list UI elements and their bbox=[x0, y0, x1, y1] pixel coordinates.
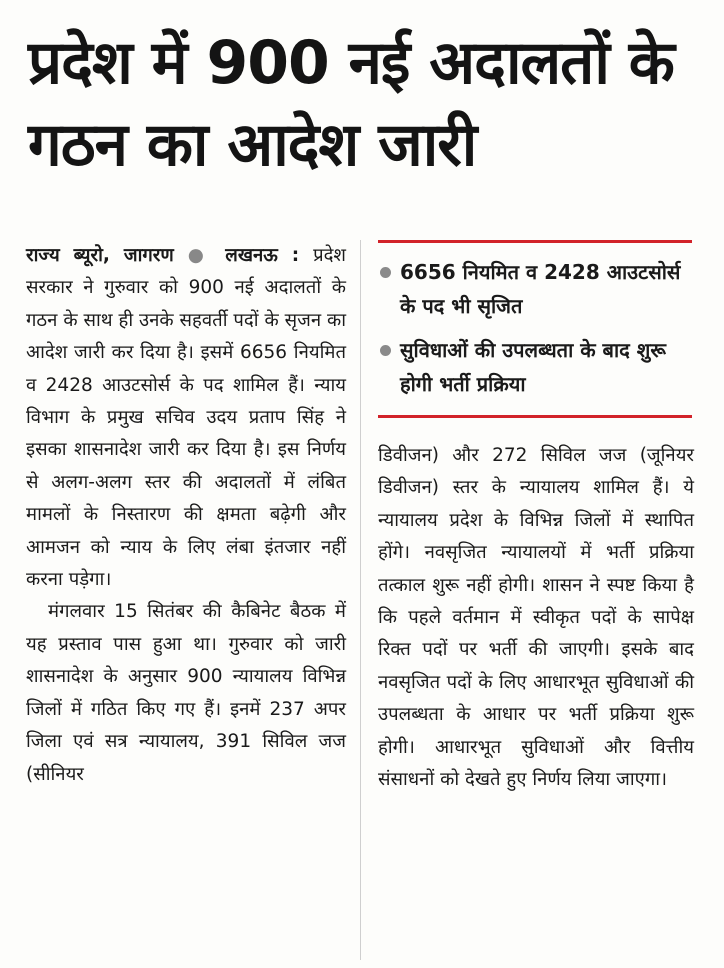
highlight-item bbox=[378, 255, 692, 323]
byline-city: लखनऊ : bbox=[225, 245, 300, 266]
bottom-red-rule bbox=[378, 415, 692, 418]
article-paragraph: मंगलवार 15 सितंबर की कैबिनेट बैठक में यह प्रस्ताव पास हुआ था। गुरुवार को जारी शासनादेश के अनुसार 900 न्यायालय विभिन्न जिलों में गठित किए गए हैं। इनमें 237 अपर जिला एवं सत्र न्यायालय, 391 सिविल जज (सीनियर bbox=[26, 601, 346, 785]
bullet-dot-icon: ● bbox=[187, 245, 212, 266]
highlight-text: 6656 नियमित व 2428 आउटसोर्स के पद भी सृजित bbox=[400, 260, 681, 318]
headline: प्रदेश में 900 नई अदालतों के गठन का आदेश जारी bbox=[28, 28, 674, 180]
highlights-list bbox=[378, 243, 692, 415]
highlight-text: सुविधाओं की उपलब्धता के बाद शुरू होगी भर्ती प्रक्रिया bbox=[400, 338, 666, 396]
column-divider bbox=[360, 240, 361, 960]
paragraph-text: प्रदेश सरकार ने गुरुवार को 900 नई अदालतों के गठन के साथ ही उनके सहवर्ती पदों के सृजन का आदेश जारी कर दिया है। इसमें 6656 नियमित व 2428 आउटसोर्स के पद शामिल हैं। न्याय विभाग के प्रमुख सचिव उदय प्रताप सिंह ने इसका शासनादेश जारी कर दिया है। इस निर्णय से अलग-अलग स्तर की अदालतों में लंबित मामलों के निस्तारण की क्षमता बढ़ेगी और आमजन को न्याय के लिए लंबा इंतजार नहीं करना पड़ेगा। bbox=[26, 245, 346, 591]
highlight-item bbox=[378, 333, 692, 401]
article-column-left bbox=[26, 240, 346, 791]
byline bbox=[26, 245, 313, 266]
article-paragraph bbox=[26, 240, 346, 596]
byline-bureau: राज्य ब्यूरो, जागरण bbox=[26, 245, 174, 266]
bullet-icon bbox=[380, 267, 391, 278]
article-column-right bbox=[378, 440, 694, 796]
bullet-icon bbox=[380, 345, 391, 356]
highlights-box bbox=[378, 240, 692, 418]
article-paragraph: डिवीजन) और 272 सिविल जज (जूनियर डिवीजन) स्तर के न्यायालय शामिल हैं। ये न्यायालय प्रदेश के विभिन्न जिलों में स्थापित होंगे। नवसृजित न्यायालयों में भर्ती प्रक्रिया तत्काल शुरू नहीं होगी। शासन ने स्पष्ट किया है कि पहले वर्तमान में स्वीकृत पदों के सापेक्ष रिक्त पदों पर भर्ती की जाएगी। इसके बाद नवसृजित पदों के लिए आधारभूत सुविधाओं की उपलब्धता के आधार पर भर्ती प्रक्रिया शुरू होगी। आधारभूत सुविधाओं और वित्तीय संसाधनों को देखते हुए निर्णय लिया जाएगा। bbox=[378, 445, 694, 791]
